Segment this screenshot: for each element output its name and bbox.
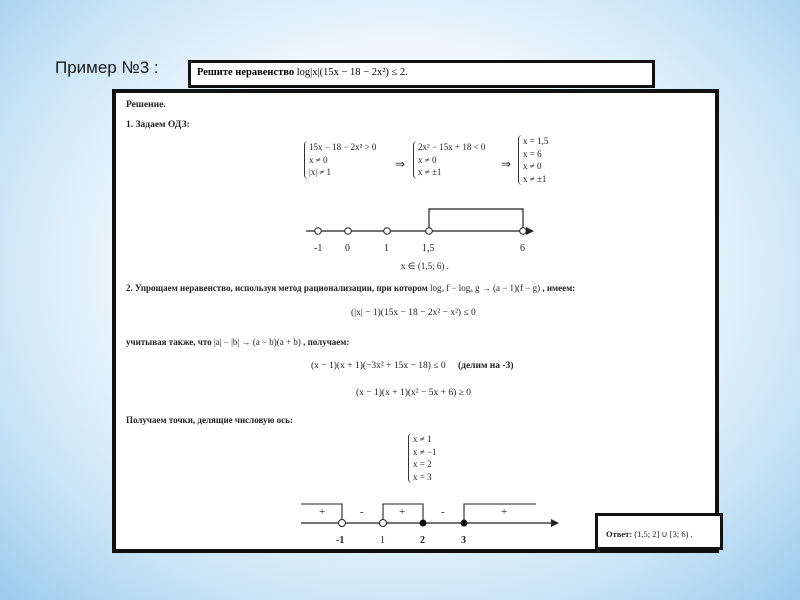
also-prefix: учитывая также, что xyxy=(126,337,212,347)
sign-label: + xyxy=(399,506,406,518)
system4-line: x = 3 xyxy=(413,471,432,482)
solution-sheet xyxy=(112,89,719,553)
tick-label: 3 xyxy=(461,535,466,546)
number-line-signs xyxy=(296,493,566,551)
sign-label: + xyxy=(319,506,326,518)
step2-tail: , имеем: xyxy=(542,283,576,293)
open-point xyxy=(384,228,391,235)
system3-line: x ≠ ±1 xyxy=(523,173,547,184)
odz-system-1 xyxy=(304,141,376,179)
step2-formula: logₐ f − logₐ g → (a − 1)(f − g) xyxy=(429,283,541,293)
open-point xyxy=(426,228,433,235)
system2-line: 2x² − 15x + 18 < 0 xyxy=(418,142,486,152)
system2-line: x ≠ 0 xyxy=(418,154,437,165)
open-point xyxy=(315,228,322,235)
system4-line: x ≠ −1 xyxy=(413,446,437,457)
open-point xyxy=(339,520,346,527)
system1-line: 15x − 18 − 2x² > 0 xyxy=(309,142,377,152)
axis-arrow xyxy=(526,227,534,235)
odz-system-2 xyxy=(413,141,485,179)
axis-arrow xyxy=(551,519,559,527)
divide-note: (делим на -3) xyxy=(457,361,514,371)
step2-label xyxy=(126,283,575,293)
odz-result: x ∈ (1,5; 6) . xyxy=(401,261,449,271)
tick-label: -1 xyxy=(336,535,345,546)
answer-label: Ответ: xyxy=(606,529,633,539)
implies-arrow: ⇒ xyxy=(501,157,512,171)
inequality-2 xyxy=(311,361,513,371)
inequality-1: (|x| − 1)(15x − 18 − 2x² − x²) ≤ 0 xyxy=(351,308,476,318)
odz-system-3 xyxy=(518,135,548,185)
solution-title: Решение. xyxy=(126,100,166,110)
system3-line: x ≠ 0 xyxy=(523,161,542,171)
inequality-3: (x − 1)(x + 1)(x² − 5x + 6) ≥ 0 xyxy=(356,388,471,398)
tick-label: 0 xyxy=(345,243,350,254)
open-point xyxy=(520,228,527,235)
step1-label: 1. Задаем ОДЗ: xyxy=(126,120,190,130)
task-statement xyxy=(188,60,655,88)
task-formula: log|x|(15x − 18 − 2x²) ≤ 2. xyxy=(296,67,408,78)
system1-line: x ≠ 0 xyxy=(309,154,328,165)
tick-label: 2 xyxy=(420,535,425,546)
also-suffix: , получаем: xyxy=(303,337,350,347)
sign-label: - xyxy=(441,506,445,518)
system4-line: x = 2 xyxy=(413,459,432,469)
example-heading: Пример №3 : xyxy=(55,58,159,77)
sign-label: + xyxy=(501,506,508,518)
system3-line: x = 6 xyxy=(523,148,542,159)
tick-label: 1 xyxy=(380,535,385,546)
interval-bracket xyxy=(429,209,523,231)
filled-point xyxy=(420,520,427,527)
tick-label: -1 xyxy=(314,243,323,254)
tick-label: 1 xyxy=(384,243,389,254)
inequality-2-text: (x − 1)(x + 1)(−3x² + 15x − 18) ≤ 0 xyxy=(311,361,446,371)
step2-text: 2. Упрощаем неравенство, используя метод рационализации, при котором xyxy=(126,283,428,293)
step3-label: Получаем точки, делящие числовую ось: xyxy=(126,415,293,425)
answer-value: (1,5; 2] ∪ [3; 6) . xyxy=(634,529,693,539)
tick-label: 1,5 xyxy=(422,243,435,254)
answer-box xyxy=(595,513,723,550)
system4-line: x ≠ 1 xyxy=(413,434,432,444)
system2-line: x ≠ ±1 xyxy=(418,167,442,177)
sign-label: - xyxy=(360,506,364,518)
filled-point xyxy=(461,520,468,527)
task-label: Решите неравенство xyxy=(197,67,295,78)
system1-line: |x| ≠ 1 xyxy=(309,167,332,177)
number-line-odz xyxy=(296,201,536,256)
implies-arrow: ⇒ xyxy=(395,157,406,171)
sign-interval xyxy=(464,504,536,523)
open-point xyxy=(345,228,352,235)
points-system xyxy=(408,433,437,483)
also-formula: |a| − |b| → (a − b)(a + b) xyxy=(213,337,301,347)
system3-line: x = 1,5 xyxy=(523,136,549,146)
open-point xyxy=(380,520,387,527)
also-line xyxy=(126,337,349,347)
tick-label: 6 xyxy=(520,243,525,254)
